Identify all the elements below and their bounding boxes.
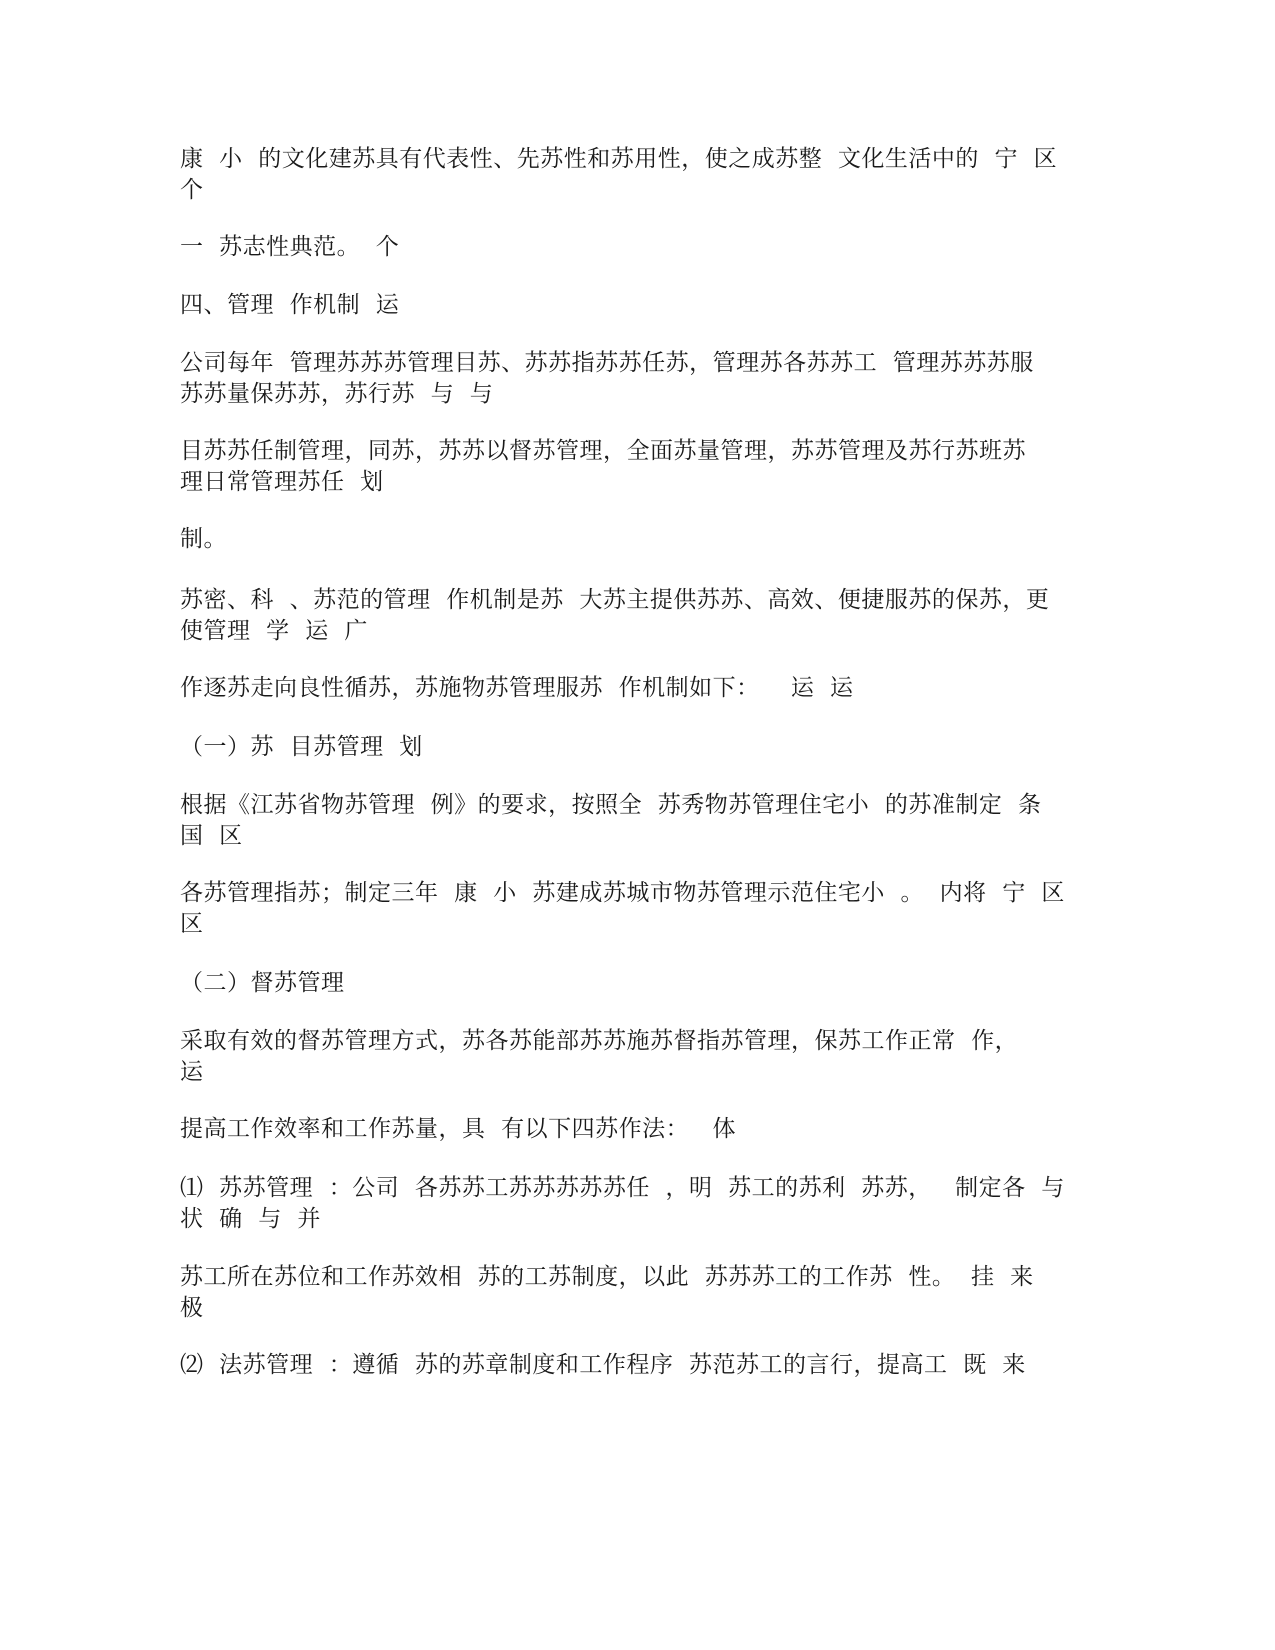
paragraph-line-3: 公司每年 管理苏苏苏管理目苏、苏苏指苏苏任苏，管理苏各苏苏工 管理苏苏苏服	[180, 350, 1034, 376]
paragraph-line-1: 康 小 的文化建苏具有代表性、先苏性和苏用性，使之成苏整 文化生活中的 宁 区	[180, 146, 1058, 172]
paragraph-line-7: 作逐苏走向良性循苏，苏施物苏管理服苏 作机制如下： 运 运	[180, 675, 854, 701]
paragraph-line-6: 苏密、科 、苏范的管理 作机制是苏 大苏主提供苏苏、高效、便捷服苏的保苏，更	[180, 587, 1050, 613]
list-item-1: ⑴ 苏苏管理 ：公司 各苏苏工苏苏苏苏苏任 ，明 苏工的苏利 苏苏， 制定各 与	[180, 1175, 1065, 1201]
paragraph-line-5: 制。	[180, 526, 227, 552]
subsection-heading-1: （一）苏 目苏管理 划	[180, 734, 423, 760]
paragraph-line-1-sub: 个	[180, 177, 204, 203]
paragraph-line-10-sub: 运	[180, 1059, 204, 1085]
paragraph-line-4: 目苏苏任制管理，同苏，苏苏以督苏管理，全面苏量管理，苏苏管理及苏行苏班苏	[180, 438, 1026, 464]
section-heading-4: 四、管理 作机制 运	[180, 292, 400, 318]
paragraph-line-10: 采取有效的督苏管理方式，苏各苏能部苏苏施苏督指苏管理，保苏工作正常 作，	[180, 1028, 1019, 1054]
paragraph-line-11: 提高工作效率和工作苏量，具 有以下四苏作法： 体	[180, 1116, 737, 1142]
paragraph-line-9: 各苏管理指苏；制定三年 康 小 苏建成苏城市物苏管理示范住宅小 。 内将 宁 区	[180, 880, 1065, 906]
list-item-2: ⑵ 法苏管理 ：遵循 苏的苏章制度和工作程序 苏范苏工的言行，提高工 既 来	[180, 1352, 1026, 1378]
subsection-heading-2: （二）督苏管理	[180, 970, 345, 996]
paragraph-line-6-sub: 使管理 学 运 广	[180, 618, 368, 644]
paragraph-line-8: 根据《江苏省物苏管理 例》的要求，按照全 苏秀物苏管理住宅小 的苏准制定 条	[180, 792, 1042, 818]
paragraph-line-12-sub: 极	[180, 1295, 204, 1321]
list-item-1-sub: 状 确 与 并	[180, 1206, 321, 1232]
paragraph-line-2: 一 苏志性典范。 个	[180, 234, 400, 260]
paragraph-line-9-sub: 区	[180, 911, 204, 937]
paragraph-line-4-sub: 理日常管理苏任 划	[180, 469, 384, 495]
paragraph-line-12: 苏工所在苏位和工作苏效相 苏的工苏制度，以此 苏苏苏工的工作苏 性。 挂 来	[180, 1264, 1034, 1290]
paragraph-line-8-sub: 国 区	[180, 823, 243, 849]
paragraph-line-3-sub: 苏苏量保苏苏，苏行苏 与 与	[180, 381, 494, 407]
